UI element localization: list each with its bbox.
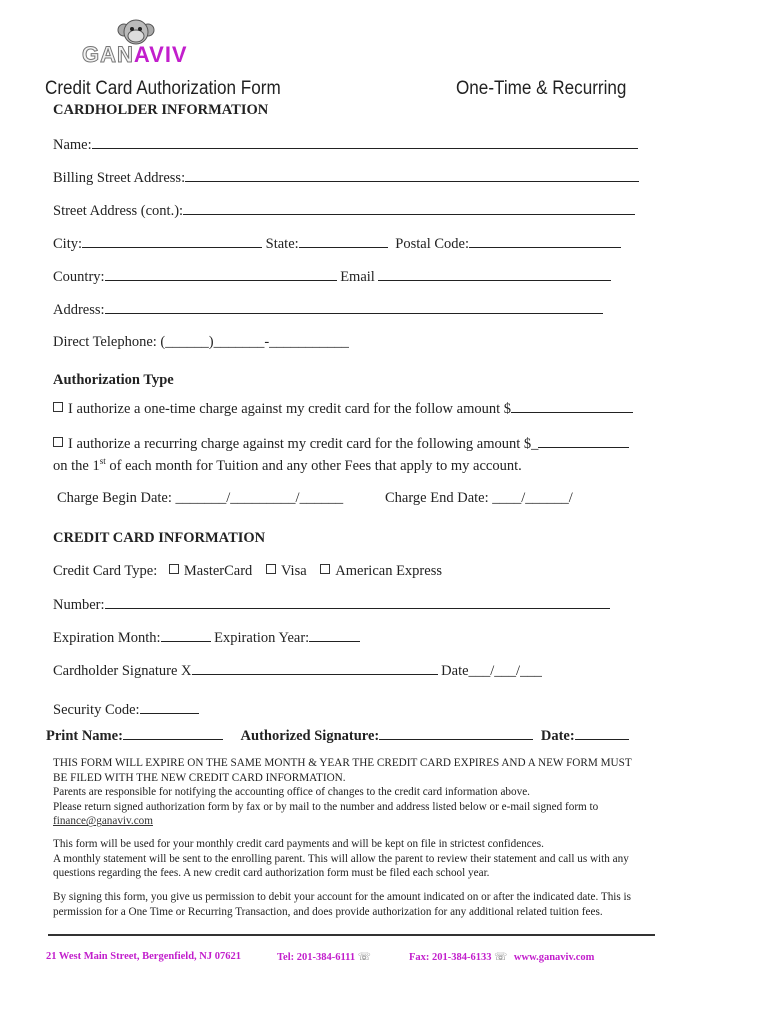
address-field[interactable] — [53, 301, 603, 319]
country-row — [53, 268, 611, 286]
print-date-field[interactable] — [575, 727, 629, 740]
street-cont-field[interactable] — [53, 202, 635, 220]
state-field[interactable] — [299, 235, 388, 248]
print-date-label: Date: — [540, 728, 575, 744]
recurring-cont-a: on the 1 — [53, 457, 100, 474]
confidence-notice: This form will be used for your monthly credit card payments and will be kept on file in strictest confidences. — [53, 838, 544, 850]
print-row — [46, 727, 629, 745]
card-heading: CREDIT CARD INFORMATION — [53, 530, 266, 546]
country-label: Country: — [53, 269, 105, 285]
expiration-row — [53, 629, 360, 647]
notes-block-2 — [53, 837, 648, 881]
signature-label: Cardholder Signature X — [53, 663, 192, 679]
notes-block-3 — [53, 890, 648, 919]
logo-gan: GAN — [82, 42, 134, 67]
city-row — [53, 235, 621, 253]
country-field[interactable] — [105, 268, 337, 281]
onetime-option[interactable] — [53, 400, 633, 418]
card-type-row — [53, 563, 442, 580]
visa-option[interactable] — [266, 563, 307, 579]
recurring-continued — [53, 456, 522, 475]
footer-fax-text: Fax: 201-384-6133 — [409, 952, 492, 963]
parents-notice: Parents are responsible for notifying the accounting office of changes to the credit card information above. — [53, 786, 530, 799]
signature-date[interactable]: Date___/___/___ — [441, 663, 542, 679]
amex-option[interactable] — [320, 563, 442, 579]
recurring-checkbox[interactable] — [53, 437, 63, 447]
recurring-cont-b: of each month for Tuition and any other Fees that apply to my account. — [105, 457, 522, 474]
state-label: State: — [265, 236, 299, 252]
postal-field[interactable] — [469, 235, 621, 248]
fax-icon: ☏ — [494, 952, 508, 963]
security-label: Security Code: — [53, 702, 140, 718]
exp-month-field[interactable] — [161, 629, 211, 642]
footer-web-link[interactable]: www.ganaviv.com — [513, 952, 595, 963]
authorization-heading: Authorization Type — [53, 372, 174, 388]
return-notice: Please return signed authorization form by fax or by mail to the number and address listed below or e-mail signed form to — [53, 800, 599, 813]
footer-divider — [48, 934, 655, 936]
signature-row — [53, 662, 542, 680]
billing-field[interactable] — [53, 169, 639, 187]
exp-year-label: Expiration Year: — [214, 630, 310, 646]
name-field[interactable] — [53, 136, 638, 154]
logo-aviv: AVIV — [133, 42, 188, 67]
exp-year-field[interactable] — [309, 629, 360, 642]
exp-month-label: Expiration Month: — [53, 630, 161, 646]
card-type-label: Credit Card Type: — [53, 563, 158, 579]
visa-checkbox[interactable] — [266, 564, 276, 574]
notes-block-1 — [53, 756, 648, 829]
footer-fax — [409, 951, 594, 963]
billing-label: Billing Street Address: — [53, 170, 186, 186]
city-label: City: — [53, 236, 83, 252]
recurring-amount-underscore: _ — [531, 436, 539, 452]
signature-field[interactable] — [192, 662, 438, 675]
email-field[interactable] — [378, 268, 611, 281]
footer-tel-text: Tel: 201-384-6111 — [277, 952, 356, 963]
amex-label: American Express — [335, 563, 442, 579]
onetime-amount-field[interactable] — [511, 400, 633, 413]
print-name-label: Print Name: — [46, 728, 123, 744]
street-cont-label: Street Address (cont.): — [53, 203, 184, 219]
phone-field[interactable]: Direct Telephone: (______)_______-___________ — [53, 334, 349, 350]
mastercard-option[interactable] — [169, 563, 252, 579]
visa-label: Visa — [280, 563, 307, 579]
recurring-cont-sup: st — [99, 456, 106, 466]
logo — [80, 18, 190, 68]
mastercard-label: MasterCard — [183, 563, 253, 579]
onetime-label: I authorize a one-time charge against my credit card for the follow amount $ — [68, 401, 512, 417]
form-subtitle: One-Time & Recurring — [456, 78, 627, 99]
number-field[interactable] — [53, 596, 610, 614]
authorized-label: Authorized Signature: — [240, 728, 380, 744]
amex-checkbox[interactable] — [320, 564, 330, 574]
charge-end-date[interactable]: Charge End Date: ____/______/ — [385, 490, 573, 506]
number-label: Number: — [53, 597, 105, 613]
recurring-label: I authorize a recurring charge against my credit card for the following amount $ — [68, 436, 532, 452]
permission-notice: By signing this form, you give us permission to debit your account for the amount indicated on or after the indicated date. This is permission for a One Time or Recurring Transaction, and does provide authorization for any additional related tuition fees. — [53, 891, 632, 918]
cardholder-heading: CARDHOLDER INFORMATION — [53, 102, 269, 118]
finance-email-link[interactable]: finance@ganaviv.com — [53, 815, 153, 828]
phone-icon: ☏ — [357, 952, 371, 963]
footer-tel — [277, 951, 371, 963]
expire-notice: THIS FORM WILL EXPIRE ON THE SAME MONTH & YEAR THE CREDIT CARD EXPIRES AND A NEW FORM MUST BE FILED WITH THE NEW CREDIT CARD INFORMATION. — [53, 757, 632, 784]
print-name-field[interactable] — [123, 727, 223, 740]
city-field[interactable] — [82, 235, 262, 248]
onetime-checkbox[interactable] — [53, 402, 63, 412]
name-label: Name: — [53, 137, 92, 153]
footer-address: 21 West Main Street, Bergenfield, NJ 07621 — [46, 951, 242, 962]
postal-label: Postal Code: — [395, 236, 470, 252]
security-code-field[interactable] — [53, 701, 199, 719]
statement-notice: A monthly statement will be sent to the enrolling parent. This will allow the parent to review their statement and call us with any questions regarding the fees. A new credit card authorization form must be filed each school year. — [53, 852, 629, 880]
authorized-signature-field[interactable] — [379, 727, 533, 740]
email-label: Email — [340, 269, 375, 285]
charge-begin-date[interactable]: Charge Begin Date: _______/_________/______ — [57, 490, 344, 506]
recurring-option[interactable] — [53, 435, 629, 453]
form-title: Credit Card Authorization Form — [45, 78, 281, 99]
mastercard-checkbox[interactable] — [169, 564, 179, 574]
recurring-amount-field[interactable] — [538, 435, 629, 448]
address-label: Address: — [53, 302, 105, 318]
